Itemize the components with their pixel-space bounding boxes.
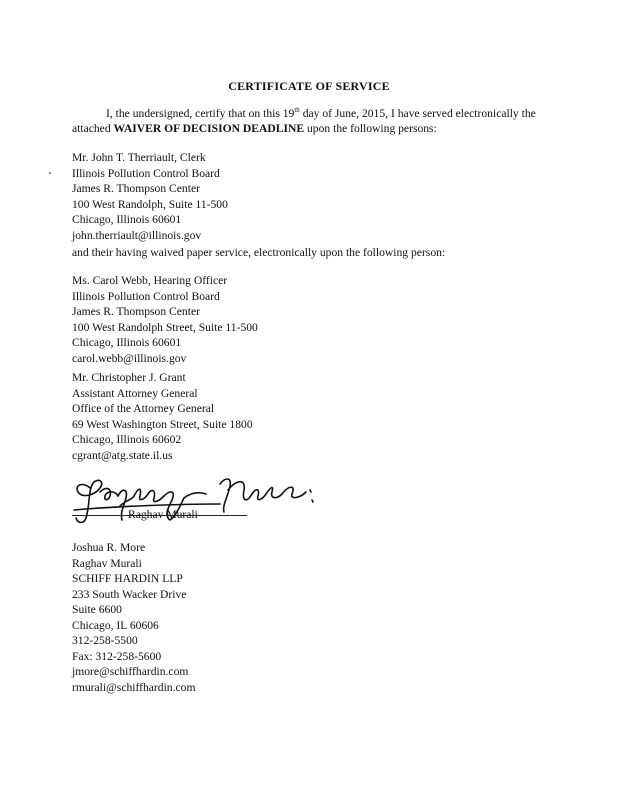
address-line: 69 West Washington Street, Suite 1800 [72,417,253,431]
address-line: Assistant Attorney General [72,386,198,400]
email-address: cgrant@atg.state.il.us [72,448,173,462]
fax-number: Fax: 312-258-5600 [72,649,162,663]
scan-speck [49,172,51,174]
address-line: 233 South Wacker Drive [72,587,187,601]
attorney-name: Raghav Murali [72,556,142,570]
email-address: carol.webb@illinois.gov [72,351,187,365]
recipient-block-hearing-officer [72,273,552,366]
document-title: CERTIFICATE OF SERVICE [228,79,390,93]
address-line: James R. Thompson Center [72,182,200,195]
email-address: john.therriault@illinois.gov [72,228,202,242]
intro-prefix: I, the undersigned, certify that on this 19 [106,107,295,120]
filer-contact-block [72,540,552,695]
phone-number: 312-258-5500 [72,634,138,647]
intro-ordinal-suffix: th [294,106,300,115]
address-line: Illinois Pollution Control Board [72,166,220,180]
signature-scribble [60,466,340,526]
intro-suffix: upon the following persons: [304,122,437,135]
address-line: 100 West Randolph Street, Suite 11-500 [72,320,258,334]
recipient-block-attorney-general [72,370,552,463]
waiver-statement: and their having waived paper service, electronically upon the following person: [72,246,446,259]
address-line: Chicago, Illinois 60601 [72,336,182,349]
email-address: jmore@schiffhardin.com [72,665,189,678]
address-line: 100 West Randolph, Suite 11-500 [72,197,228,211]
law-firm-name: SCHIFF HARDIN LLP [72,572,183,585]
address-line: Illinois Pollution Control Board [72,289,220,303]
address-line: Suite 6600 [72,603,122,616]
attorney-name: Joshua R. More [72,541,146,554]
address-line: Office of the Attorney General [72,402,215,415]
certification-paragraph [72,106,552,136]
handwritten-signature [60,466,340,526]
address-line: Chicago, Illinois 60602 [72,433,182,446]
address-line: Mr. John T. Therriault, Clerk [72,151,206,164]
address-line: Ms. Carol Webb, Hearing Officer [72,274,228,287]
address-line: Chicago, IL 60606 [72,618,159,632]
email-address: rmurali@schiffhardin.com [72,680,196,694]
address-line: Mr. Christopher J. Grant [72,371,186,384]
recipient-block-clerk [72,150,552,243]
intro-middle: day of June, 2015, I have served electronically the attached [72,107,536,135]
served-document-name: WAIVER OF DECISION DEADLINE [113,122,305,135]
address-line: Chicago, Illinois 60601 [72,213,182,226]
signer-name: Raghav Murali [128,508,198,521]
address-line: James R. Thompson Center [72,305,200,318]
